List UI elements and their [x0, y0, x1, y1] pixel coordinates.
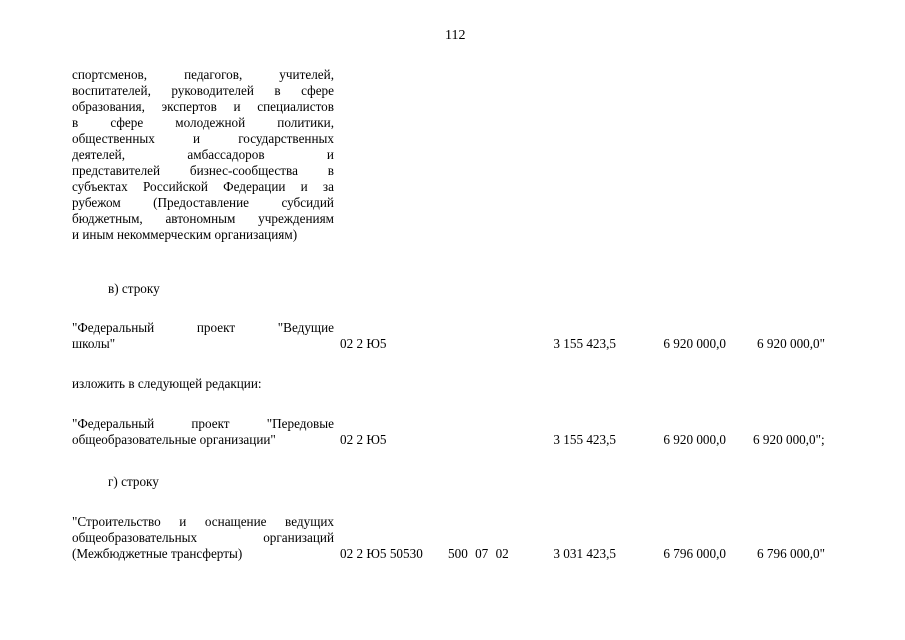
intro-line: общественных и государственных — [72, 131, 334, 146]
intro-line: представителей бизнес-сообщества в — [72, 163, 334, 178]
row2-value-1: 3 155 423,5 — [553, 432, 616, 447]
replace-instruction: изложить в следующей редакции: — [72, 376, 262, 391]
page-number: 112 — [445, 28, 466, 43]
intro-line: бюджетным, автономным учреждениям — [72, 211, 334, 226]
row1-value-2: 6 920 000,0 — [663, 336, 726, 351]
item-v-label: в) строку — [108, 281, 160, 296]
intro-line: рубежом (Предоставление субсидий — [72, 195, 334, 210]
row1-desc-line: школы" — [72, 336, 116, 351]
row2-value-2: 6 920 000,0 — [663, 432, 726, 447]
row3-desc-line: общеобразовательных организаций — [72, 530, 334, 545]
intro-line: образования, экспертов и специалистов — [72, 99, 334, 114]
row1-code: 02 2 Ю5 — [340, 336, 387, 351]
row1-desc-line: "Федеральный проект "Ведущие — [72, 320, 334, 335]
item-g-label: г) строку — [108, 474, 159, 489]
row3-desc-line: (Межбюджетные трансферты) — [72, 546, 243, 561]
intro-line: и иным некоммерческим организациям) — [72, 227, 298, 242]
row3-value-1: 3 031 423,5 — [553, 546, 616, 561]
row2-value-3: 6 920 000,0"; — [753, 432, 825, 447]
row1-value-3: 6 920 000,0" — [757, 336, 826, 351]
intro-line: в сфере молодежной политики, — [72, 115, 334, 130]
row3-code: 02 2 Ю5 50530 — [340, 546, 423, 561]
row3-value-2: 6 796 000,0 — [663, 546, 726, 561]
row3-desc-line: "Строительство и оснащение ведущих — [72, 514, 334, 529]
row1-description — [72, 320, 334, 352]
row2-desc-line: общеобразовательные организации" — [72, 432, 276, 447]
row1-value-1: 3 155 423,5 — [553, 336, 616, 351]
row2-desc-line: "Федеральный проект "Передовые — [72, 416, 334, 431]
intro-line: субъектах Российской Федерации и за — [72, 179, 334, 194]
intro-line: спортсменов, педагогов, учителей, — [72, 67, 334, 82]
row2-description — [72, 416, 334, 448]
intro-line: деятелей, амбассадоров и — [72, 147, 334, 162]
row3-description — [72, 514, 334, 562]
row3-value-3: 6 796 000,0" — [757, 546, 826, 561]
row3-budget-codes: 500 07 02 — [448, 546, 509, 561]
intro-line: воспитателей, руководителей в сфере — [72, 83, 334, 98]
intro-description — [72, 67, 334, 243]
row2-code: 02 2 Ю5 — [340, 432, 387, 447]
